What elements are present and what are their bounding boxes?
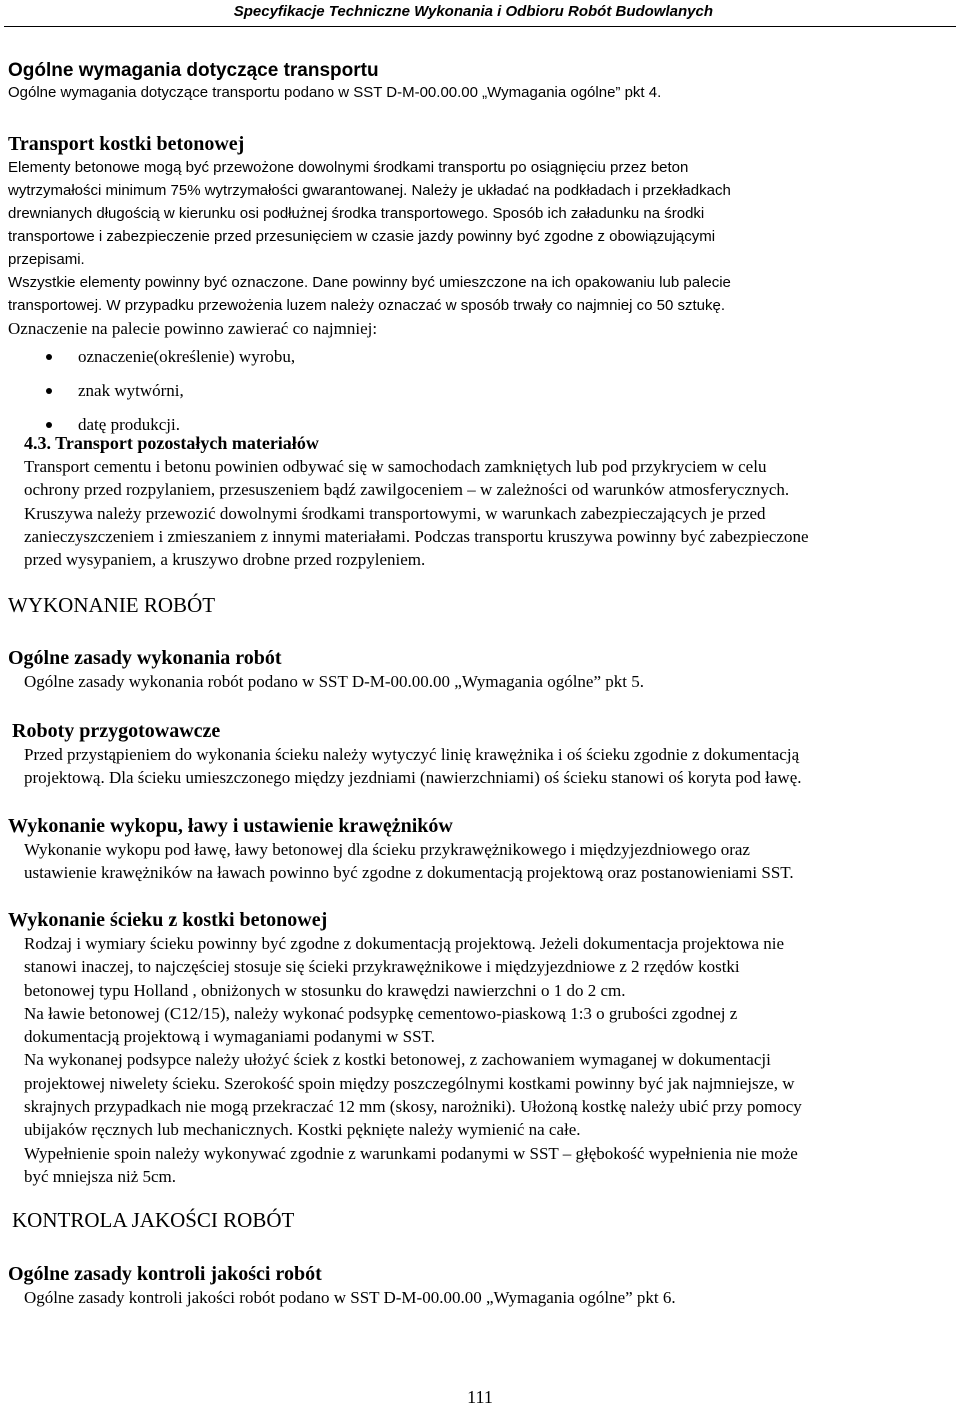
bullet-icon <box>46 354 52 360</box>
paragraph-line: dokumentacją projektową i wymaganiami podanymi w SST. <box>24 1027 435 1047</box>
section-heading: Wykonanie ścieku z kostki betonowej <box>8 909 328 931</box>
paragraph-line: betonowej typu Holland , obniżonych w stosunku do krawędzi nawierzchni o 1 do 2 cm. <box>24 980 626 1000</box>
paragraph-line: wytrzymałości minimum 75% wytrzymałości gwarantowanej. Należy je układać na podkładach i przekładkach <box>8 182 731 199</box>
page-header <box>0 0 960 32</box>
paragraph-line: Przed przystąpieniem do wykonania ścieku należy wytyczyć linię krawężnika i oś ścieku zgodnie z dokumentacją <box>24 745 800 764</box>
paragraph-line: Wykonanie wykopu pod ławę, ławy betonowej dla ścieku przykrawężnikowego i międzyjezdniowego oraz <box>24 840 750 859</box>
paragraph-line: przepisami. <box>8 251 85 268</box>
list-item: datę produkcji. <box>8 408 731 442</box>
paragraph-line: Wypełnienie spoin należy wykonywać zgodnie z warunkami podanymi w SST – głębokość wypełnienia nie może <box>24 1143 798 1163</box>
list-item: znak wytwórni, <box>8 374 731 408</box>
paragraph-line: Ogólne zasady kontroli jakości robót podano w SST D-M-00.00.00 „Wymagania ogólne” pkt 6. <box>24 1288 676 1307</box>
paragraph-line: stanowi inaczej, to najczęściej stosuje się ścieki przykrawężnikowe i międzyjezdniowe z 2 rzędów kostki <box>24 957 740 977</box>
paragraph-line: ubijaków ręcznych lub mechanicznych. Kostki pęknięte należy wymienić na całe. <box>24 1120 581 1140</box>
page-number: 111 <box>467 1387 493 1407</box>
paragraph-line: Oznaczenie na palecie powinno zawierać co najmniej: <box>8 319 378 338</box>
paragraph-line: ochrony przed rozpylaniem, przesuszeniem bądź zawilgoceniem – w zależności od warunków atmosferycznych. <box>24 480 790 500</box>
paragraph-line: przed wysypaniem, a kruszywo drobne przed rozpyleniem. <box>24 550 426 570</box>
paragraph-line: ustawienie krawężników na ławach powinno być zgodne z dokumentacją projektową oraz postanowieniami SST. <box>24 863 794 883</box>
section-zasady-kontroli <box>8 1262 676 1309</box>
section-heading: Transport kostki betonowej <box>8 133 245 155</box>
paragraph-line: projektowej niwelety ścieku. Szerokość spoin między poszczególnymi kostkami powinny być jak najmniejsze, w <box>24 1073 795 1093</box>
chapter-heading: KONTROLA JAKOŚCI ROBÓT <box>12 1208 295 1232</box>
section-heading: Ogólne zasady kontroli jakości robót <box>8 1263 322 1285</box>
list-item: oznaczenie(określenie) wyrobu, <box>8 340 731 374</box>
section-heading: Ogólne wymagania dotyczące transportu <box>8 60 379 81</box>
section-zasady-wykonania <box>8 646 644 693</box>
paragraph-line: Na ławie betonowej (C12/15), należy wykonać podsypkę cementowo-piaskową 1:3 o grubości zgodnej z <box>24 1003 738 1023</box>
chapter-heading: WYKONANIE ROBÓT <box>8 593 216 617</box>
paragraph-line: być mniejsza niż 5cm. <box>24 1166 177 1186</box>
bullet-icon <box>46 422 52 428</box>
paragraph-line: Ogólne wymagania dotyczące transportu podano w SST D-M-00.00.00 „Wymagania ogólne” pkt 4. <box>8 84 662 101</box>
bullet-list <box>8 340 731 442</box>
section-heading: Roboty przygotowawcze <box>12 720 221 742</box>
section-transport-kostki <box>8 132 731 442</box>
paragraph-line: skrajnych przypadkach nie mogą przekraczać 12 mm (skosy, narożniki). Ułożoną kostkę należy ubić przy pomocy <box>24 1097 802 1117</box>
paragraph-line: Elementy betonowe mogą być przewożone dowolnymi środkami transportu po osiągnięciu przez beton <box>8 159 689 176</box>
header-rule <box>4 26 956 27</box>
section-transport-general <box>8 59 661 104</box>
section-heading: Wykonanie wykopu, ławy i ustawienie krawężników <box>8 815 453 837</box>
paragraph-line: Ogólne zasady wykonania robót podano w SST D-M-00.00.00 „Wymagania ogólne” pkt 5. <box>24 672 644 691</box>
section-heading: Ogólne zasady wykonania robót <box>8 647 282 669</box>
paragraph-line: Transport cementu i betonu powinien odbywać się w samochodach zamkniętych lub pod przykryciem w celu <box>24 457 767 476</box>
paragraph-line: transportowe i zabezpieczenie przed przesunięciem w czasie jazdy powinny być zgodne z obowiązującymi <box>8 228 716 245</box>
section-wykop <box>8 814 794 885</box>
section-heading: 4.3. Transport pozostałych materiałów <box>24 433 319 453</box>
paragraph-line: zanieczyszczeniem i zmieszaniem z innymi materiałami. Podczas transportu kruszywa powinny być zabezpieczone <box>24 526 809 546</box>
paragraph-line: Rodzaj i wymiary ścieku powinny być zgodne z dokumentacją projektową. Jeżeli dokumentacja projektowa nie <box>24 934 785 953</box>
paragraph-line: Na wykonanej podsypce należy ułożyć ściek z kostki betonowej, z zachowaniem wymaganej w dokumentacji <box>24 1050 771 1070</box>
paragraph-line: transportowej. W przypadku przewożenia luzem należy oznaczać w sposób trwały co najmniej co 50 sztukę. <box>8 297 725 314</box>
section-roboty-przygotowawcze <box>12 719 802 790</box>
bullet-icon <box>46 388 52 394</box>
paragraph-line: projektową. Dla ścieku umieszczonego między jezdniami (nawierzchniami) oś ścieku stanowi oś koryta pod ławę. <box>24 768 802 788</box>
paragraph-line: Kruszywa należy przewozić dowolnymi środkami transportowymi, w warunkach zabezpieczających je przed <box>24 503 766 523</box>
paragraph-line: drewnianych długością w kierunku osi podłużnej środka transportowego. Sposób ich załadunku na środki <box>8 205 705 222</box>
paragraph-line: Wszystkie elementy powinny być oznaczone. Dane powinny być umieszczone na ich opakowaniu lub palecie <box>8 274 731 291</box>
section-transport-other <box>24 431 809 571</box>
header-title: Specyfikacje Techniczne Wykonania i Odbioru Robót Budowlanych <box>233 3 713 20</box>
section-sciek <box>8 908 802 1188</box>
